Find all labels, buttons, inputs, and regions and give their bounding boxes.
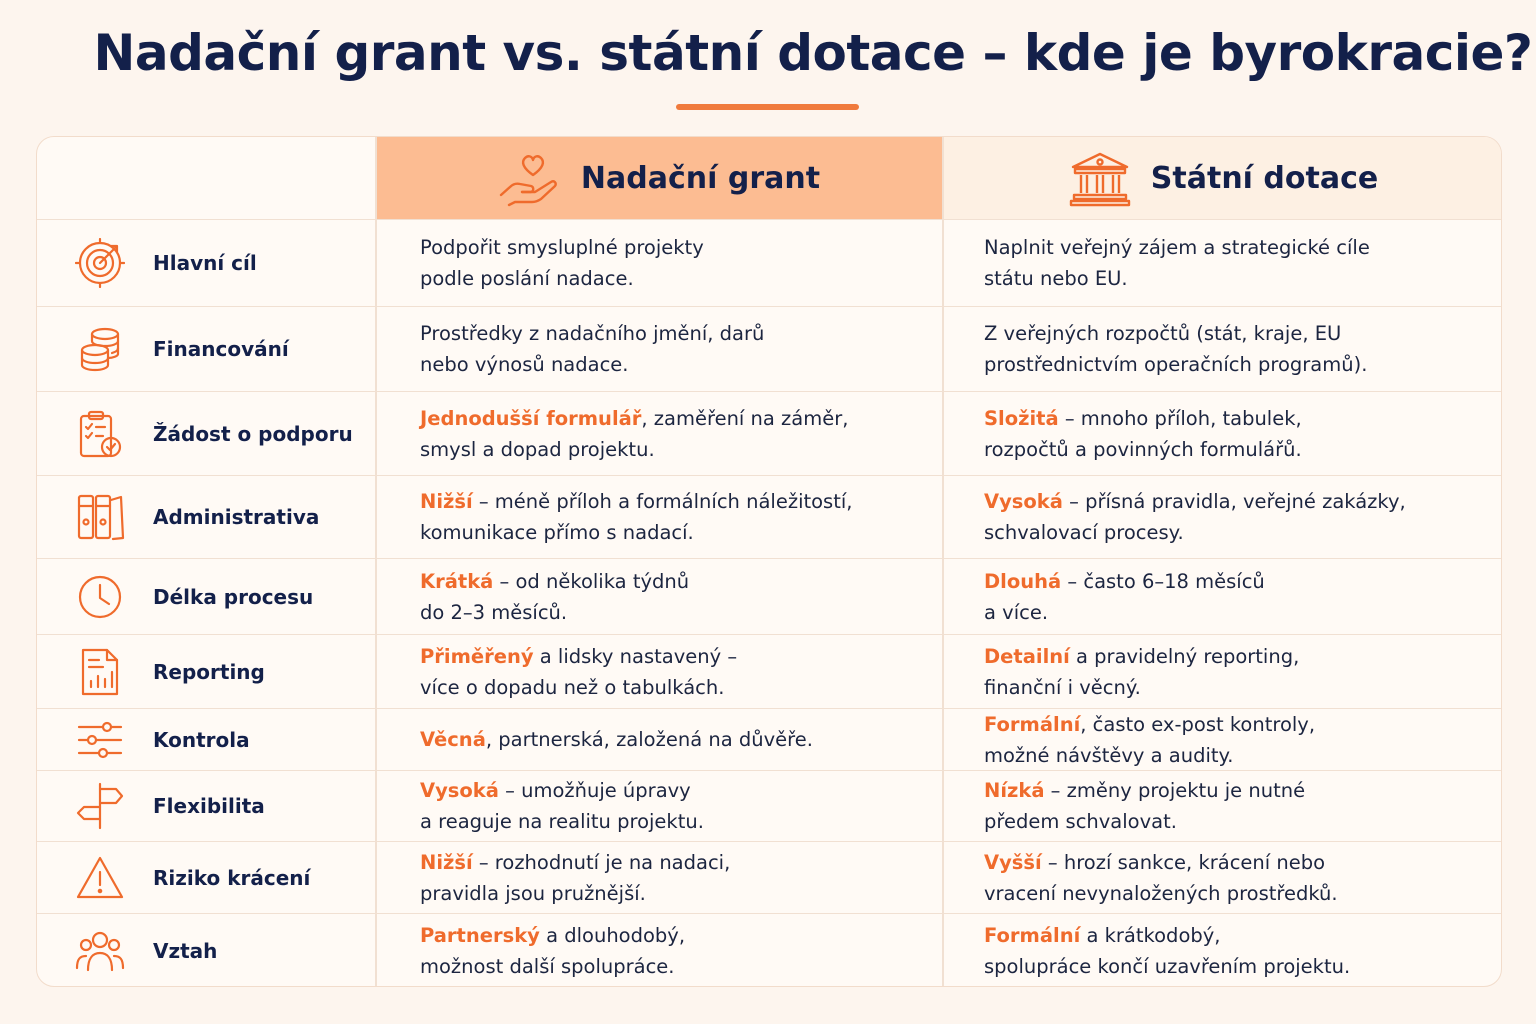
table-row bbox=[37, 475, 1501, 558]
state-cell bbox=[984, 220, 1499, 306]
state-cell bbox=[984, 307, 1499, 391]
state-cell bbox=[984, 842, 1499, 913]
state-line1: – hrozí sankce, krácení nebo bbox=[1041, 850, 1326, 874]
column-header-state-label: Státní dotace bbox=[1150, 160, 1379, 196]
sliders-icon bbox=[75, 715, 125, 765]
state-line2: rozpočtů a povinných formulářů. bbox=[984, 437, 1302, 461]
row-label: Financování bbox=[153, 337, 289, 361]
grant-cell bbox=[420, 476, 940, 558]
bank-building-icon bbox=[1067, 149, 1133, 207]
state-line2: schvalovací procesy. bbox=[984, 521, 1184, 544]
grant-line2: pravidla jsou pružnější. bbox=[420, 881, 646, 905]
state-line1: Z veřejných rozpočtů (stát, kraje, EU bbox=[984, 322, 1342, 345]
grant-highlight: Nižší bbox=[420, 490, 473, 513]
grant-highlight: Krátká bbox=[420, 569, 494, 593]
row-label-cell bbox=[37, 709, 375, 770]
signpost-icon bbox=[75, 781, 125, 831]
grant-line2: a reaguje na realitu projektu. bbox=[420, 810, 704, 833]
grant-cell bbox=[420, 709, 940, 770]
state-highlight: Dlouhá bbox=[984, 569, 1062, 593]
grant-line2: více o dopadu než o tabulkách. bbox=[420, 675, 725, 699]
grant-line1: Prostředky z nadačního jmění, darů bbox=[420, 322, 765, 345]
row-label: Riziko krácení bbox=[153, 865, 311, 890]
state-text bbox=[984, 775, 1305, 837]
state-cell bbox=[984, 709, 1499, 770]
state-highlight: Vyšší bbox=[984, 850, 1042, 874]
grant-line1: – rozhodnutí je na nadaci, bbox=[472, 850, 731, 874]
grant-cell bbox=[420, 307, 940, 391]
state-cell bbox=[984, 559, 1499, 634]
grant-cell bbox=[420, 392, 940, 475]
grant-text bbox=[420, 403, 848, 465]
grant-text bbox=[420, 775, 704, 837]
row-label: Žádost o podporu bbox=[153, 421, 353, 446]
row-label-cell bbox=[37, 392, 375, 475]
state-text bbox=[984, 641, 1299, 703]
state-line2: vracení nevynaložených prostředků. bbox=[984, 881, 1338, 905]
grant-line2: smysl a dopad projektu. bbox=[420, 437, 655, 461]
state-highlight: Nízká bbox=[984, 779, 1045, 802]
state-line2: předem schvalovat. bbox=[984, 810, 1177, 833]
row-label: Reporting bbox=[153, 659, 265, 684]
row-label: Flexibilita bbox=[153, 794, 265, 818]
grant-line2: komunikace přímo s nadací. bbox=[420, 521, 694, 544]
grant-text bbox=[420, 318, 764, 380]
grant-text bbox=[420, 486, 852, 548]
column-header-grant bbox=[375, 137, 942, 219]
state-line1: – přísná pravidla, veřejné zakázky, bbox=[1062, 490, 1406, 513]
grant-line1: a lidsky nastavený – bbox=[533, 644, 738, 668]
state-line2: státu nebo EU. bbox=[984, 267, 1128, 290]
header-blank-cell bbox=[37, 137, 375, 219]
people-group-icon bbox=[75, 926, 125, 976]
table-row bbox=[37, 558, 1501, 634]
state-cell bbox=[984, 635, 1499, 708]
grant-line1: – méně příloh a formálních náležitostí, bbox=[472, 490, 853, 513]
state-highlight: Detailní bbox=[984, 644, 1070, 668]
grant-highlight: Věcná bbox=[420, 728, 486, 751]
grant-line1: – od několika týdnů bbox=[493, 569, 690, 593]
table-row bbox=[37, 634, 1501, 708]
state-text bbox=[984, 403, 1302, 465]
row-label-cell bbox=[37, 635, 375, 708]
grant-line1: , partnerská, založená na důvěře. bbox=[485, 728, 813, 751]
row-label: Administrativa bbox=[153, 505, 320, 529]
grant-highlight: Vysoká bbox=[420, 779, 499, 802]
title-underline bbox=[676, 104, 859, 110]
row-label-cell bbox=[37, 559, 375, 634]
grant-line1: – umožňuje úpravy bbox=[498, 779, 691, 802]
row-label: Délka procesu bbox=[153, 584, 314, 609]
state-highlight: Složitá bbox=[984, 406, 1059, 430]
column-header-state bbox=[942, 137, 1502, 219]
page-title: Nadační grant vs. státní dotace – kde je byrokracie? bbox=[93, 24, 1533, 82]
state-highlight: Formální bbox=[984, 924, 1081, 947]
row-label-cell bbox=[37, 771, 375, 841]
grant-line2: možnost další spolupráce. bbox=[420, 955, 675, 978]
grant-text bbox=[420, 724, 813, 755]
row-label-cell bbox=[37, 307, 375, 391]
grant-text bbox=[420, 566, 689, 628]
grant-cell bbox=[420, 559, 940, 634]
state-highlight: Vysoká bbox=[984, 490, 1063, 513]
grant-text bbox=[420, 847, 730, 909]
row-label: Kontrola bbox=[153, 727, 250, 752]
state-line1: a pravidelný reporting, bbox=[1069, 644, 1300, 668]
table-row bbox=[37, 913, 1501, 987]
state-cell bbox=[984, 914, 1499, 987]
table-row bbox=[37, 306, 1501, 391]
grant-line1: Podpořit smysluplné projekty bbox=[420, 236, 704, 259]
state-line1: – často 6–18 měsíců bbox=[1061, 569, 1265, 593]
state-text bbox=[984, 232, 1370, 294]
state-cell bbox=[984, 476, 1499, 558]
warning-triangle-icon bbox=[75, 853, 125, 903]
grant-text bbox=[420, 232, 704, 294]
grant-line2: nebo výnosů nadace. bbox=[420, 353, 629, 376]
table-row bbox=[37, 391, 1501, 475]
state-text bbox=[984, 566, 1265, 628]
grant-cell bbox=[420, 771, 940, 841]
table-row bbox=[37, 708, 1501, 770]
binders-icon bbox=[75, 492, 125, 542]
state-cell bbox=[984, 771, 1499, 841]
row-label-cell bbox=[37, 842, 375, 913]
state-cell bbox=[984, 392, 1499, 475]
state-line2: prostřednictvím operačních programů). bbox=[984, 353, 1368, 376]
report-chart-icon bbox=[75, 647, 125, 697]
grant-line2: podle poslání nadace. bbox=[420, 267, 634, 290]
grant-text bbox=[420, 641, 737, 703]
grant-text bbox=[420, 920, 685, 982]
state-highlight: Formální bbox=[984, 712, 1081, 736]
state-line2: finanční i věcný. bbox=[984, 675, 1141, 699]
heart-hand-icon bbox=[497, 149, 563, 207]
table-row bbox=[37, 841, 1501, 913]
grant-highlight: Partnerský bbox=[420, 924, 540, 947]
state-line1: a krátkodobý, bbox=[1080, 924, 1221, 947]
state-text bbox=[984, 920, 1350, 982]
grant-line2: do 2–3 měsíců. bbox=[420, 600, 568, 624]
grant-cell bbox=[420, 635, 940, 708]
state-text bbox=[984, 486, 1406, 548]
grant-cell bbox=[420, 842, 940, 913]
clipboard-check-icon bbox=[75, 409, 125, 459]
grant-line1: a dlouhodobý, bbox=[539, 924, 686, 947]
state-line2: a více. bbox=[984, 600, 1049, 624]
state-line1: – změny projektu je nutné bbox=[1044, 779, 1306, 802]
row-label: Vztah bbox=[153, 939, 218, 963]
state-line2: spolupráce končí uzavřením projektu. bbox=[984, 955, 1351, 978]
column-header-grant-label: Nadační grant bbox=[580, 160, 821, 196]
state-line1: Naplnit veřejný zájem a strategické cíle bbox=[984, 236, 1370, 259]
row-label-cell bbox=[37, 476, 375, 558]
state-line2: možné návštěvy a audity. bbox=[984, 743, 1234, 767]
table-row bbox=[37, 219, 1501, 306]
state-line1: – mnoho příloh, tabulek, bbox=[1058, 406, 1302, 430]
target-icon bbox=[75, 238, 125, 288]
comparison-table bbox=[36, 136, 1502, 987]
row-label: Hlavní cíl bbox=[153, 251, 257, 275]
grant-highlight: Nižší bbox=[420, 850, 473, 874]
row-label-cell bbox=[37, 220, 375, 306]
grant-line1: , zaměření na záměr, bbox=[641, 406, 849, 430]
state-text bbox=[984, 847, 1338, 909]
coins-stack-icon bbox=[75, 324, 125, 374]
grant-cell bbox=[420, 914, 940, 987]
grant-cell bbox=[420, 220, 940, 306]
state-text bbox=[984, 709, 1315, 771]
clock-icon bbox=[75, 572, 125, 622]
state-line1: , často ex-post kontroly, bbox=[1080, 712, 1316, 736]
state-text bbox=[984, 318, 1367, 380]
table-row bbox=[37, 770, 1501, 841]
grant-highlight: Přiměřený bbox=[420, 644, 534, 668]
row-label-cell bbox=[37, 914, 375, 987]
grant-highlight: Jednodušší formulář bbox=[420, 406, 642, 430]
